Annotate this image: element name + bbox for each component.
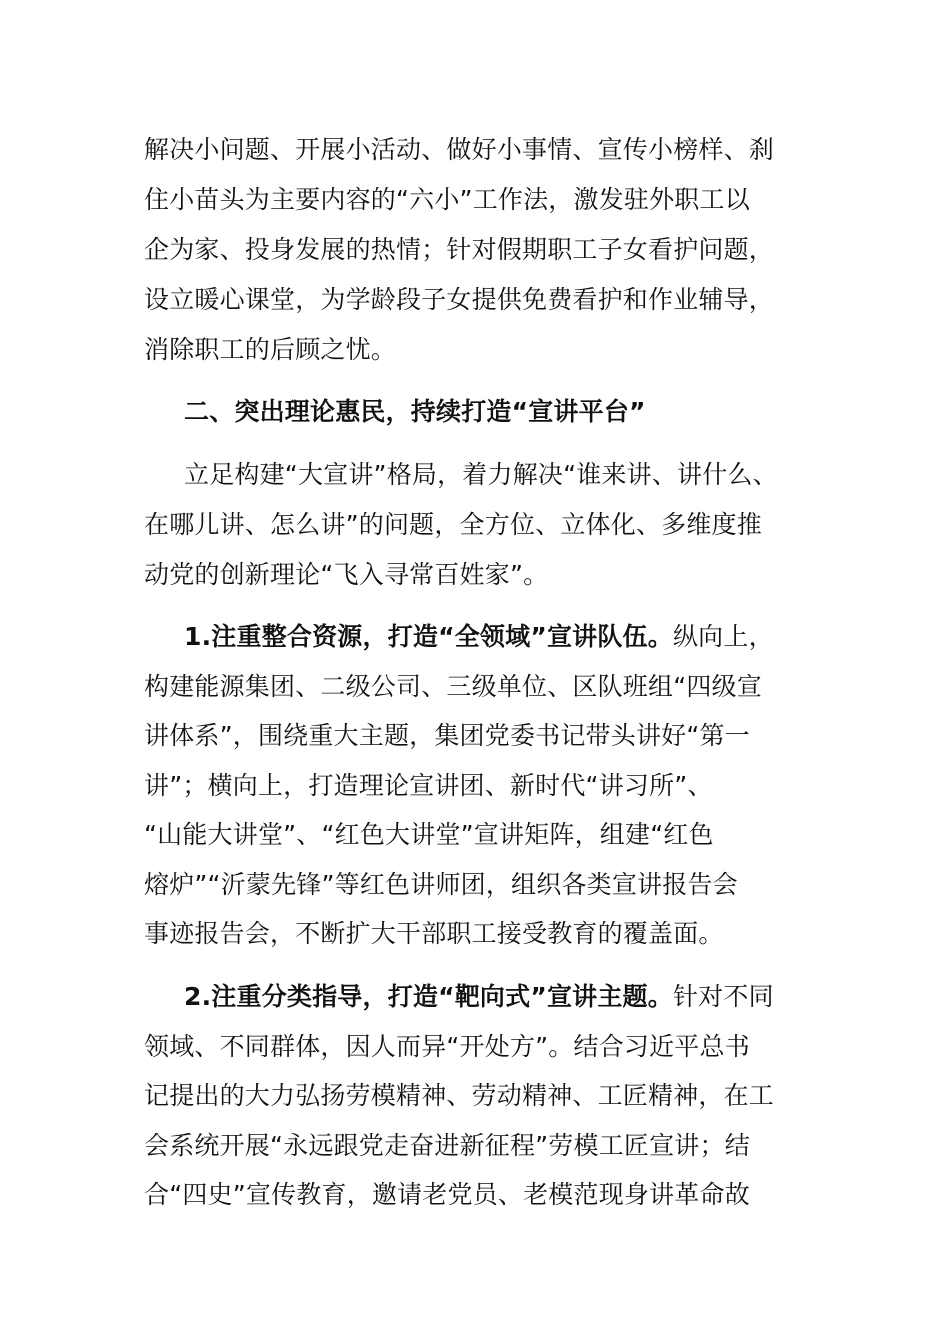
item-heading: 1.注重整合资源，打造“全领域”宣讲队伍。 [184,622,673,651]
text-line: 讲体系”，围绕重大主题，集团党委书记带头讲好“第一 [144,721,750,750]
text-line: 事迹报告会，不断扩大干部职工接受教育的覆盖面。 [144,919,724,948]
text-line: 企为家、投身发展的热情；针对假期职工子女看护问题， [144,235,775,264]
text-line: 熔炉”“沂蒙先锋”等红色讲师团，组织各类宣讲报告会 [144,870,738,899]
text-line: 领域、不同群体，因人而异“开处方”。结合习近平总书 [144,1032,750,1061]
text-line: 动党的创新理论“飞入寻常百姓家”。 [144,560,549,589]
text-line: 住小苗头为主要内容的“六小”工作法，激发驻外职工以 [144,185,750,214]
text-line: 构建能源集团、二级公司、三级单位、区队班组“四级宣 [144,672,762,701]
text-line: 解决小问题、开展小活动、做好小事情、宣传小榜样、刹 [144,135,775,164]
text-line: 设立暖心课堂，为学龄段子女提供免费看护和作业辅导， [144,285,775,314]
text-line: 讲”；横向上，打造理论宣讲团、新时代“讲习所”、 [144,771,713,800]
text-line [184,620,774,654]
text-line: 在哪儿讲、怎么讲”的问题，全方位、立体化、多维度推 [144,510,762,539]
text-line: 立足构建“大宣讲”格局，着力解决“谁来讲、讲什么、 [184,460,778,489]
text-line: 记提出的大力弘扬劳模精神、劳动精神、工匠精神，在工 [144,1081,775,1110]
text-line: “山能大讲堂”、“红色大讲堂”宣讲矩阵，组建“红色 [144,820,714,849]
text-line: 消除职工的后顾之忧。 [144,335,397,364]
item-text: 针对不同 [672,982,774,1011]
item-heading: 2.注重分类指导，打造“靶向式”宣讲主题。 [184,982,673,1011]
text-line [184,980,774,1014]
text-line: 合“四史”宣传教育，邀请老党员、老模范现身讲革命故 [144,1180,750,1209]
text-line: 会系统开展“永远跟党走奋进新征程”劳模工匠宣讲；结 [144,1131,750,1160]
item-text: 纵向上， [672,622,774,651]
section-heading: 二、突出理论惠民，持续打造“宣讲平台” [184,397,646,426]
